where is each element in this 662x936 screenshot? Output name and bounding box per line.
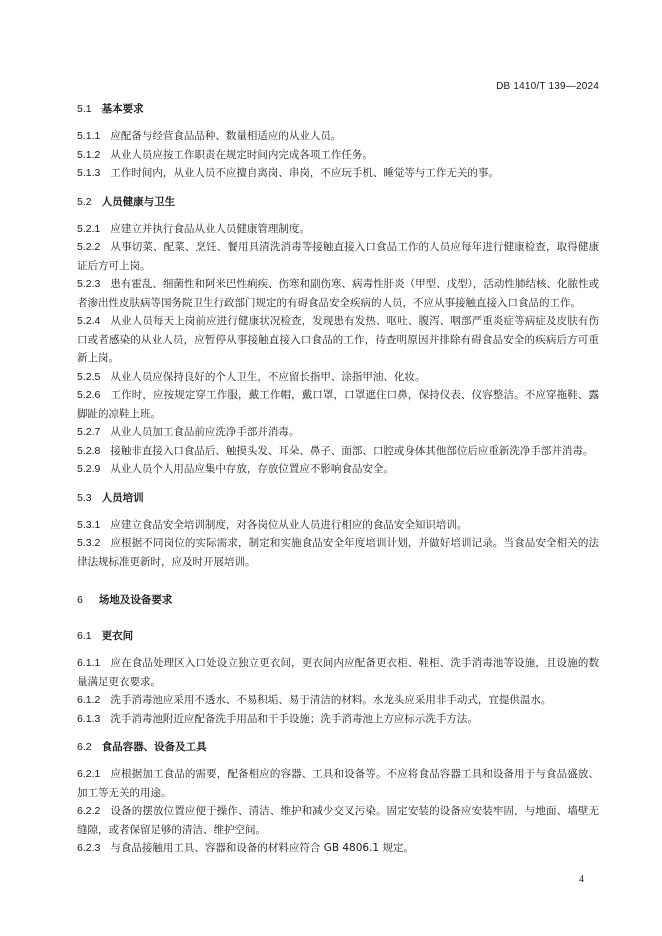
clause-text: 从事切菜、配菜、烹饪、餐用具清洗消毒等接触直接入口食品工作的人员应每年进行健康检查，取得健康证后方可上岗。 (77, 241, 599, 272)
clause-text: 洗手消毒池应采用不透水、不易积垢、易于清洁的材料。水龙头应采用非手动式，宜提供温水。 (110, 694, 552, 706)
clause-5-2-1 (77, 220, 599, 239)
clause-5-2-5 (77, 368, 599, 387)
section-number: 6.2 (77, 741, 92, 753)
clause-5-1-3 (77, 164, 599, 183)
document-code: DB 1410/T 139—2024 (496, 81, 599, 92)
clause-5-2-9 (77, 460, 599, 479)
clause-text: 应配备与经营食品品种、数量相适应的从业人员。 (110, 130, 342, 142)
clause-text: 应建立并执行食品从业人员健康管理制度。 (110, 222, 310, 235)
clause-5-2-8 (77, 442, 599, 461)
clause-number: 5.2.5 (77, 370, 101, 383)
clause-6-1-2 (77, 691, 599, 710)
section-heading-6-1 (77, 627, 599, 645)
clause-text: 接触非直接入口食品后、触摸头发、耳朵、鼻子、面部、口腔或身体其他部位后应重新洗净手部并消毒。 (110, 444, 594, 457)
clause-number: 5.2.2 (77, 241, 101, 253)
clause-number: 5.2.9 (77, 463, 101, 475)
clause-text: 应在食品处理区入口处设立独立更衣间，更衣间内应配备更衣柜、鞋柜、洗手消毒池等设施，且设施的数量满足更衣要求。 (77, 657, 599, 688)
section-title: 场地及设备要求 (98, 594, 173, 606)
clause-6-1-3 (77, 710, 599, 729)
clause-6-2-2 (77, 802, 599, 839)
clause-5-1-2 (77, 146, 599, 165)
section-heading-5-1 (77, 100, 599, 118)
clause-5-3-1 (77, 516, 599, 535)
section-heading-5-3 (77, 489, 599, 507)
clause-number: 6.1.1 (77, 657, 101, 669)
clause-number: 6.2.1 (77, 768, 101, 780)
clause-6-1-1 (77, 654, 599, 691)
clause-number: 5.1.1 (77, 130, 101, 142)
clause-6-2-3 (77, 839, 599, 858)
clause-text: 从业人员应保持良好的个人卫生，不应留长指甲、涂指甲油、化妆。 (110, 370, 426, 383)
clause-text: 从业人员每天上岗前应进行健康状况检查，发现患有发热、呕吐、腹泻、咽部严重炎症等病症及皮肤有伤口或者感染的从业人员，应暂停从事接触直接入口食品的工作，待查明原因并排除有碍食品安全的疾病后方可重新上岗。 (77, 315, 599, 364)
section-title: 更衣间 (101, 630, 134, 642)
clause-5-2-4 (77, 312, 599, 368)
clause-text: 设备的摆放位置应便于操作、清洁、维护和减少交叉污染。固定安装的设备应安装牢固，与地面、墙壁无缝隙，或者保留足够的清洁、维护空间。 (77, 805, 599, 836)
clause-text: 洗手消毒池附近应配备洗手用品和干手设施；洗手消毒池上方应标示洗手方法。 (110, 712, 478, 725)
clause-text: 从业人员加工食品前应洗净手部并消毒。 (110, 426, 300, 438)
document-body (77, 100, 599, 858)
clause-number: 5.3.2 (77, 537, 101, 549)
chapter-heading-6 (77, 591, 599, 609)
section-title: 食品容器、设备及工具 (101, 741, 207, 753)
page-number: 4 (579, 874, 584, 885)
clause-number: 6.2.3 (77, 842, 101, 854)
clause-text: 从业人员应按工作职责在规定时间内完成各项工作任务。 (110, 148, 373, 161)
clause-5-3-2 (77, 534, 599, 571)
clause-number: 5.2.8 (77, 444, 101, 457)
clause-text: 患有霍乱、细菌性和阿米巴性痢疾、伤寒和副伤寒、病毒性肝炎（甲型、戊型），活动性肺结核、化脓性或者渗出性皮肤病等国务院卫生行政部门规定的有碍食品安全疾病的人员，不应从事接触直接入口食品的工作。 (77, 278, 599, 309)
section-title: 基本要求 (101, 103, 144, 115)
clause-number: 6.1.3 (77, 712, 101, 725)
clause-number: 5.3.1 (77, 518, 101, 531)
section-title: 人员培训 (101, 491, 144, 504)
clause-number: 6.2.2 (77, 805, 101, 817)
clause-text: 工作时间内，从业人员不应擅自离岗、串岗，不应玩手机、睡觉等与工作无关的事。 (110, 167, 499, 179)
section-heading-5-2 (77, 193, 599, 211)
clause-text: 从业人员个人用品应集中存放，存放位置应不影响食品安全。 (110, 463, 394, 475)
clause-number: 5.2.6 (77, 389, 101, 401)
clause-text: 应根据加工食品的需要，配备相应的容器、工具和设备等。不应将食品容器工具和设备用于与食品盛放、加工等无关的用途。 (77, 768, 599, 799)
clause-number: 5.2.4 (77, 315, 101, 327)
clause-6-2-1 (77, 765, 599, 802)
clause-5-2-2 (77, 238, 599, 275)
clause-5-1-1 (77, 127, 599, 146)
section-number: 6.1 (77, 630, 92, 642)
clause-text: 应建立食品安全培训制度，对各岗位从业人员进行相应的食品安全知识培训。 (110, 518, 468, 531)
clause-number: 5.2.7 (77, 426, 101, 438)
clause-text: 工作时，应按规定穿工作服，戴工作帽，戴口罩，口罩遮住口鼻，保持仪表、仪容整洁。不应穿拖鞋、露脚趾的凉鞋上班。 (77, 389, 599, 420)
clause-5-2-7 (77, 423, 599, 442)
section-number: 6 (77, 594, 83, 606)
clause-text: 与食品接触用工具、容器和设备的材料应符合 GB 4806.1 规定。 (110, 842, 414, 854)
clause-5-2-3 (77, 275, 599, 312)
clause-text: 应根据不同岗位的实际需求，制定和实施食品安全年度培训计划，并做好培训记录。当食品安全相关的法律法规标准更新时，应及时开展培训。 (77, 537, 599, 568)
clause-5-2-6 (77, 386, 599, 423)
clause-number: 6.1.2 (77, 694, 101, 706)
clause-number: 5.2.1 (77, 222, 101, 235)
clause-number: 5.1.2 (77, 148, 101, 161)
section-number: 5.2 (77, 195, 92, 208)
clause-number: 5.2.3 (77, 278, 101, 290)
clause-number: 5.1.3 (77, 167, 101, 179)
section-number: 5.1 (77, 103, 92, 115)
section-number: 5.3 (77, 491, 92, 504)
section-title: 人员健康与卫生 (101, 195, 176, 208)
section-heading-6-2 (77, 738, 599, 756)
